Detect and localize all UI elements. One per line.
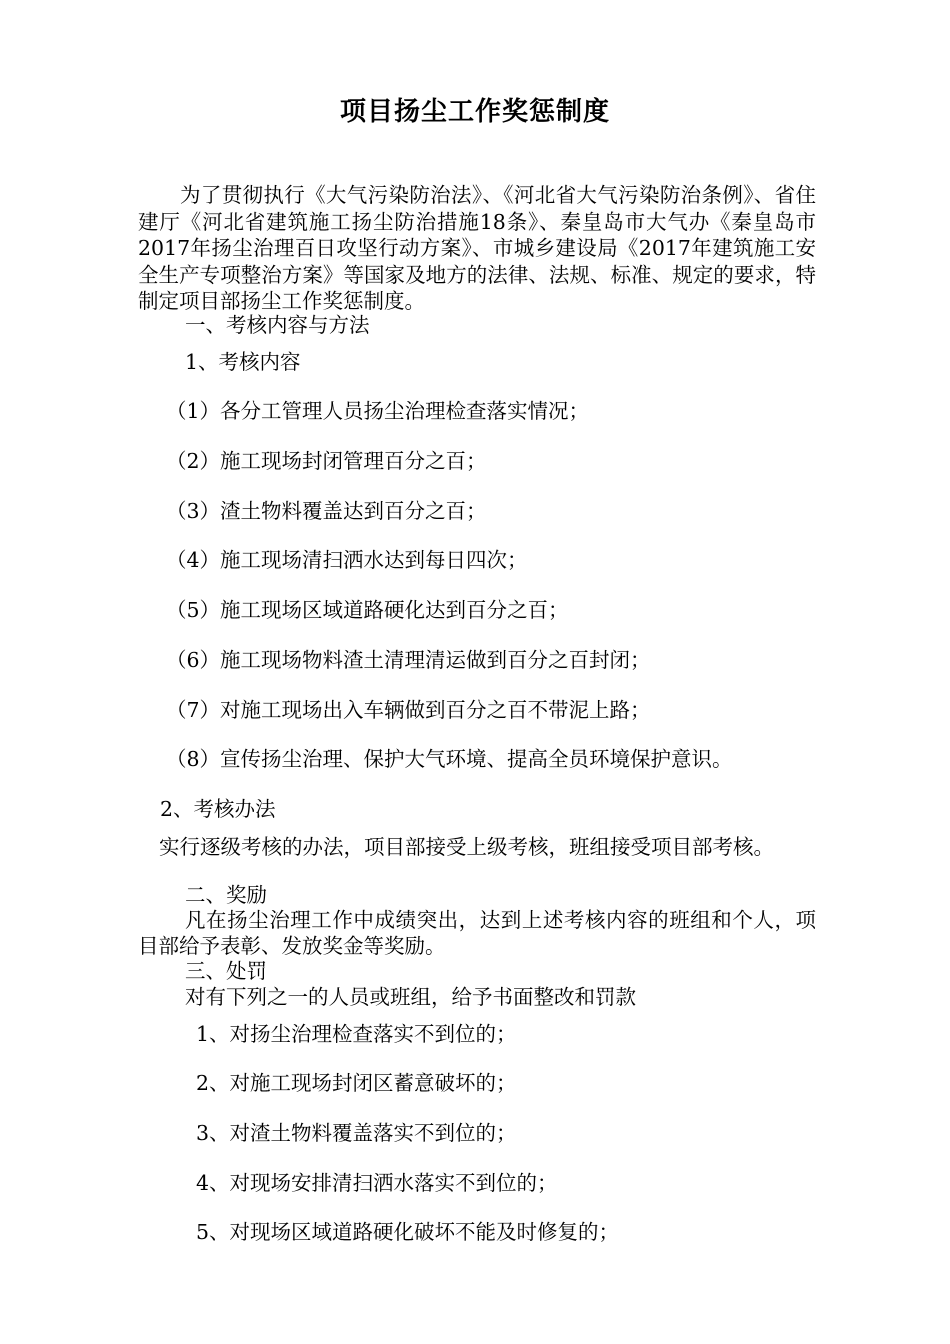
list-item: （2）施工现场封闭管理百分之百；	[166, 449, 487, 473]
list-item: 3、对渣土物料覆盖落实不到位的；	[196, 1121, 517, 1145]
list-item: （6）施工现场物料渣土清理清运做到百分之百封闭；	[166, 648, 651, 672]
list-item: （1）各分工管理人员扬尘治理检查落实情况；	[166, 399, 590, 423]
section-heading-penalty: 三、处罚	[185, 959, 267, 983]
list-item: 4、对现场安排清扫洒水落实不到位的；	[196, 1171, 558, 1195]
list-item: （3）渣土物料覆盖达到百分之百；	[166, 499, 487, 523]
intro-paragraph: 为了贯彻执行《大气污染防治法》、《河北省大气污染防治条例》、省住建厅《河北省建筑施工扬尘防治措施18条》、秦皇岛市大气办《秦皇岛市2017年扬尘治理百日攻坚行动方案》、市城乡建设局《2017年建筑施工安全生产专项整治方案》等国家及地方的法律、法规、标准、规定的要求，特制定项目部扬尘工作奖惩制度。	[138, 183, 816, 313]
reward-paragraph: 凡在扬尘治理工作中成绩突出，达到上述考核内容的班组和个人，项目部给予表彰、发放奖金等奖励。	[138, 908, 816, 958]
document-title: 项目扬尘工作奖惩制度	[339, 97, 610, 127]
list-item: （7）对施工现场出入车辆做到百分之百不带泥上路；	[166, 698, 651, 722]
list-item: 5、对现场区域道路硬化破坏不能及时修复的；	[196, 1220, 620, 1244]
section-heading-reward: 二、奖励	[185, 883, 267, 907]
subheading-assessment-content: 1、考核内容	[185, 350, 301, 374]
list-item: 2、对施工现场封闭区蓄意破坏的；	[196, 1071, 517, 1095]
list-item: （4）施工现场清扫洒水达到每日四次；	[166, 548, 528, 572]
list-item: （8）宣传扬尘治理、保护大气环境、提高全员环境保护意识。	[166, 747, 733, 771]
list-item: （5）施工现场区域道路硬化达到百分之百；	[166, 598, 569, 622]
penalty-intro: 对有下列之一的人员或班组，给予书面整改和罚款	[185, 985, 636, 1009]
subheading-assessment-method: 2、考核办法	[160, 797, 276, 821]
assessment-method-paragraph: 实行逐级考核的办法，项目部接受上级考核，班组接受项目部考核。	[159, 835, 774, 859]
section-heading-assessment: 一、考核内容与方法	[185, 313, 370, 337]
list-item: 1、对扬尘治理检查落实不到位的；	[196, 1022, 517, 1046]
